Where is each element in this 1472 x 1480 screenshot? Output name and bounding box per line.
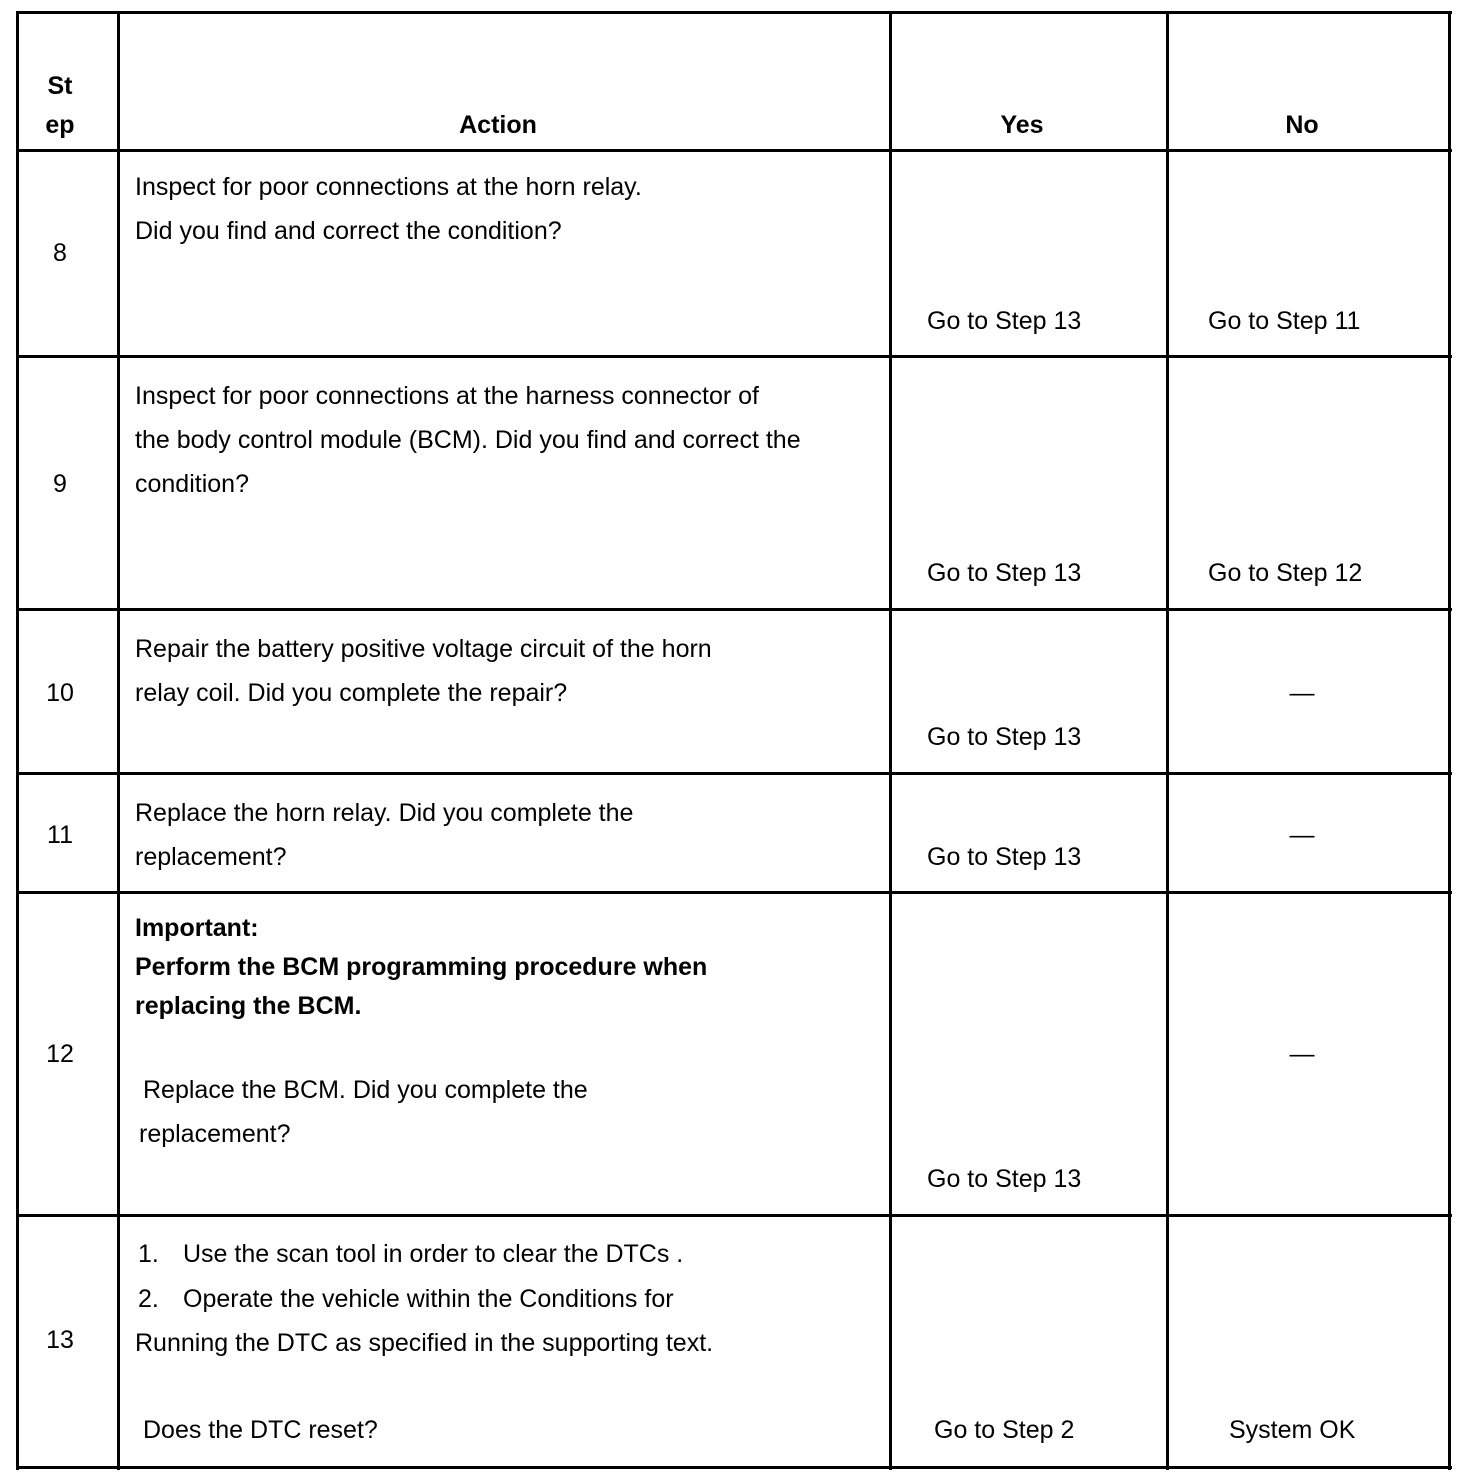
no-result: System OK — [1229, 1416, 1356, 1444]
table-border-bottom — [16, 1466, 1452, 1469]
step-number: 10 — [46, 679, 74, 707]
step-number: 12 — [46, 1040, 74, 1068]
action-text: Did you find and correct the condition? — [135, 217, 562, 245]
header-action: Action — [459, 111, 537, 139]
important-text: Perform the BCM programming procedure when — [135, 953, 708, 981]
yes-result: Go to Step 13 — [927, 307, 1082, 335]
important-text: replacing the BCM. — [135, 992, 362, 1020]
header-yes: Yes — [1000, 111, 1044, 139]
action-text: Does the DTC reset? — [143, 1416, 378, 1444]
action-text: Inspect for poor connections at the horn relay. — [135, 173, 642, 201]
important-label: Important: — [135, 914, 259, 942]
row-divider — [16, 891, 1452, 894]
column-divider — [117, 11, 120, 1470]
action-text: Replace the horn relay. Did you complete the — [135, 799, 634, 827]
action-text: condition? — [135, 470, 249, 498]
no-result: — — [1289, 821, 1315, 849]
action-text: Inspect for poor connections at the harness connector of — [135, 382, 759, 410]
yes-result: Go to Step 13 — [927, 843, 1082, 871]
header-divider — [16, 149, 1452, 152]
header-no: No — [1285, 111, 1319, 139]
action-text: replacement? — [139, 1120, 291, 1148]
action-text: Repair the battery positive voltage circuit of the horn — [135, 635, 712, 663]
step-number: 11 — [47, 821, 73, 849]
row-divider — [16, 772, 1452, 775]
header-step-part1: St — [47, 72, 73, 100]
action-text: Replace the BCM. Did you complete the — [143, 1076, 588, 1104]
list-item-text: Use the scan tool in order to clear the DTCs . — [183, 1240, 684, 1268]
table-border-left — [16, 11, 19, 1470]
yes-result: Go to Step 2 — [934, 1416, 1075, 1444]
step-number: 9 — [53, 470, 67, 498]
column-divider — [889, 11, 892, 1470]
action-text: Running the DTC as specified in the supporting text. — [135, 1329, 714, 1357]
action-text: relay coil. Did you complete the repair? — [135, 679, 568, 707]
no-result: — — [1289, 1040, 1315, 1068]
yes-result: Go to Step 13 — [927, 559, 1082, 587]
header-step-part2: ep — [45, 111, 75, 139]
action-text: replacement? — [135, 843, 287, 871]
no-result: Go to Step 12 — [1208, 559, 1363, 587]
yes-result: Go to Step 13 — [927, 723, 1082, 751]
row-divider — [16, 608, 1452, 611]
table-border-top — [16, 11, 1452, 14]
row-divider — [16, 355, 1452, 358]
yes-result: Go to Step 13 — [927, 1165, 1082, 1193]
diagnostic-table — [16, 11, 1452, 1470]
table-border-right — [1448, 11, 1451, 1470]
list-item-number: 2. — [138, 1285, 159, 1313]
no-result: — — [1289, 679, 1315, 707]
row-divider — [16, 1214, 1452, 1217]
no-result: Go to Step 11 — [1208, 307, 1361, 335]
action-text: the body control module (BCM). Did you find and correct the — [135, 426, 801, 454]
step-number: 8 — [53, 239, 67, 267]
step-number: 13 — [46, 1326, 74, 1354]
list-item-number: 1. — [138, 1240, 159, 1268]
column-divider — [1166, 11, 1169, 1470]
list-item-text: Operate the vehicle within the Conditions for — [183, 1285, 674, 1313]
